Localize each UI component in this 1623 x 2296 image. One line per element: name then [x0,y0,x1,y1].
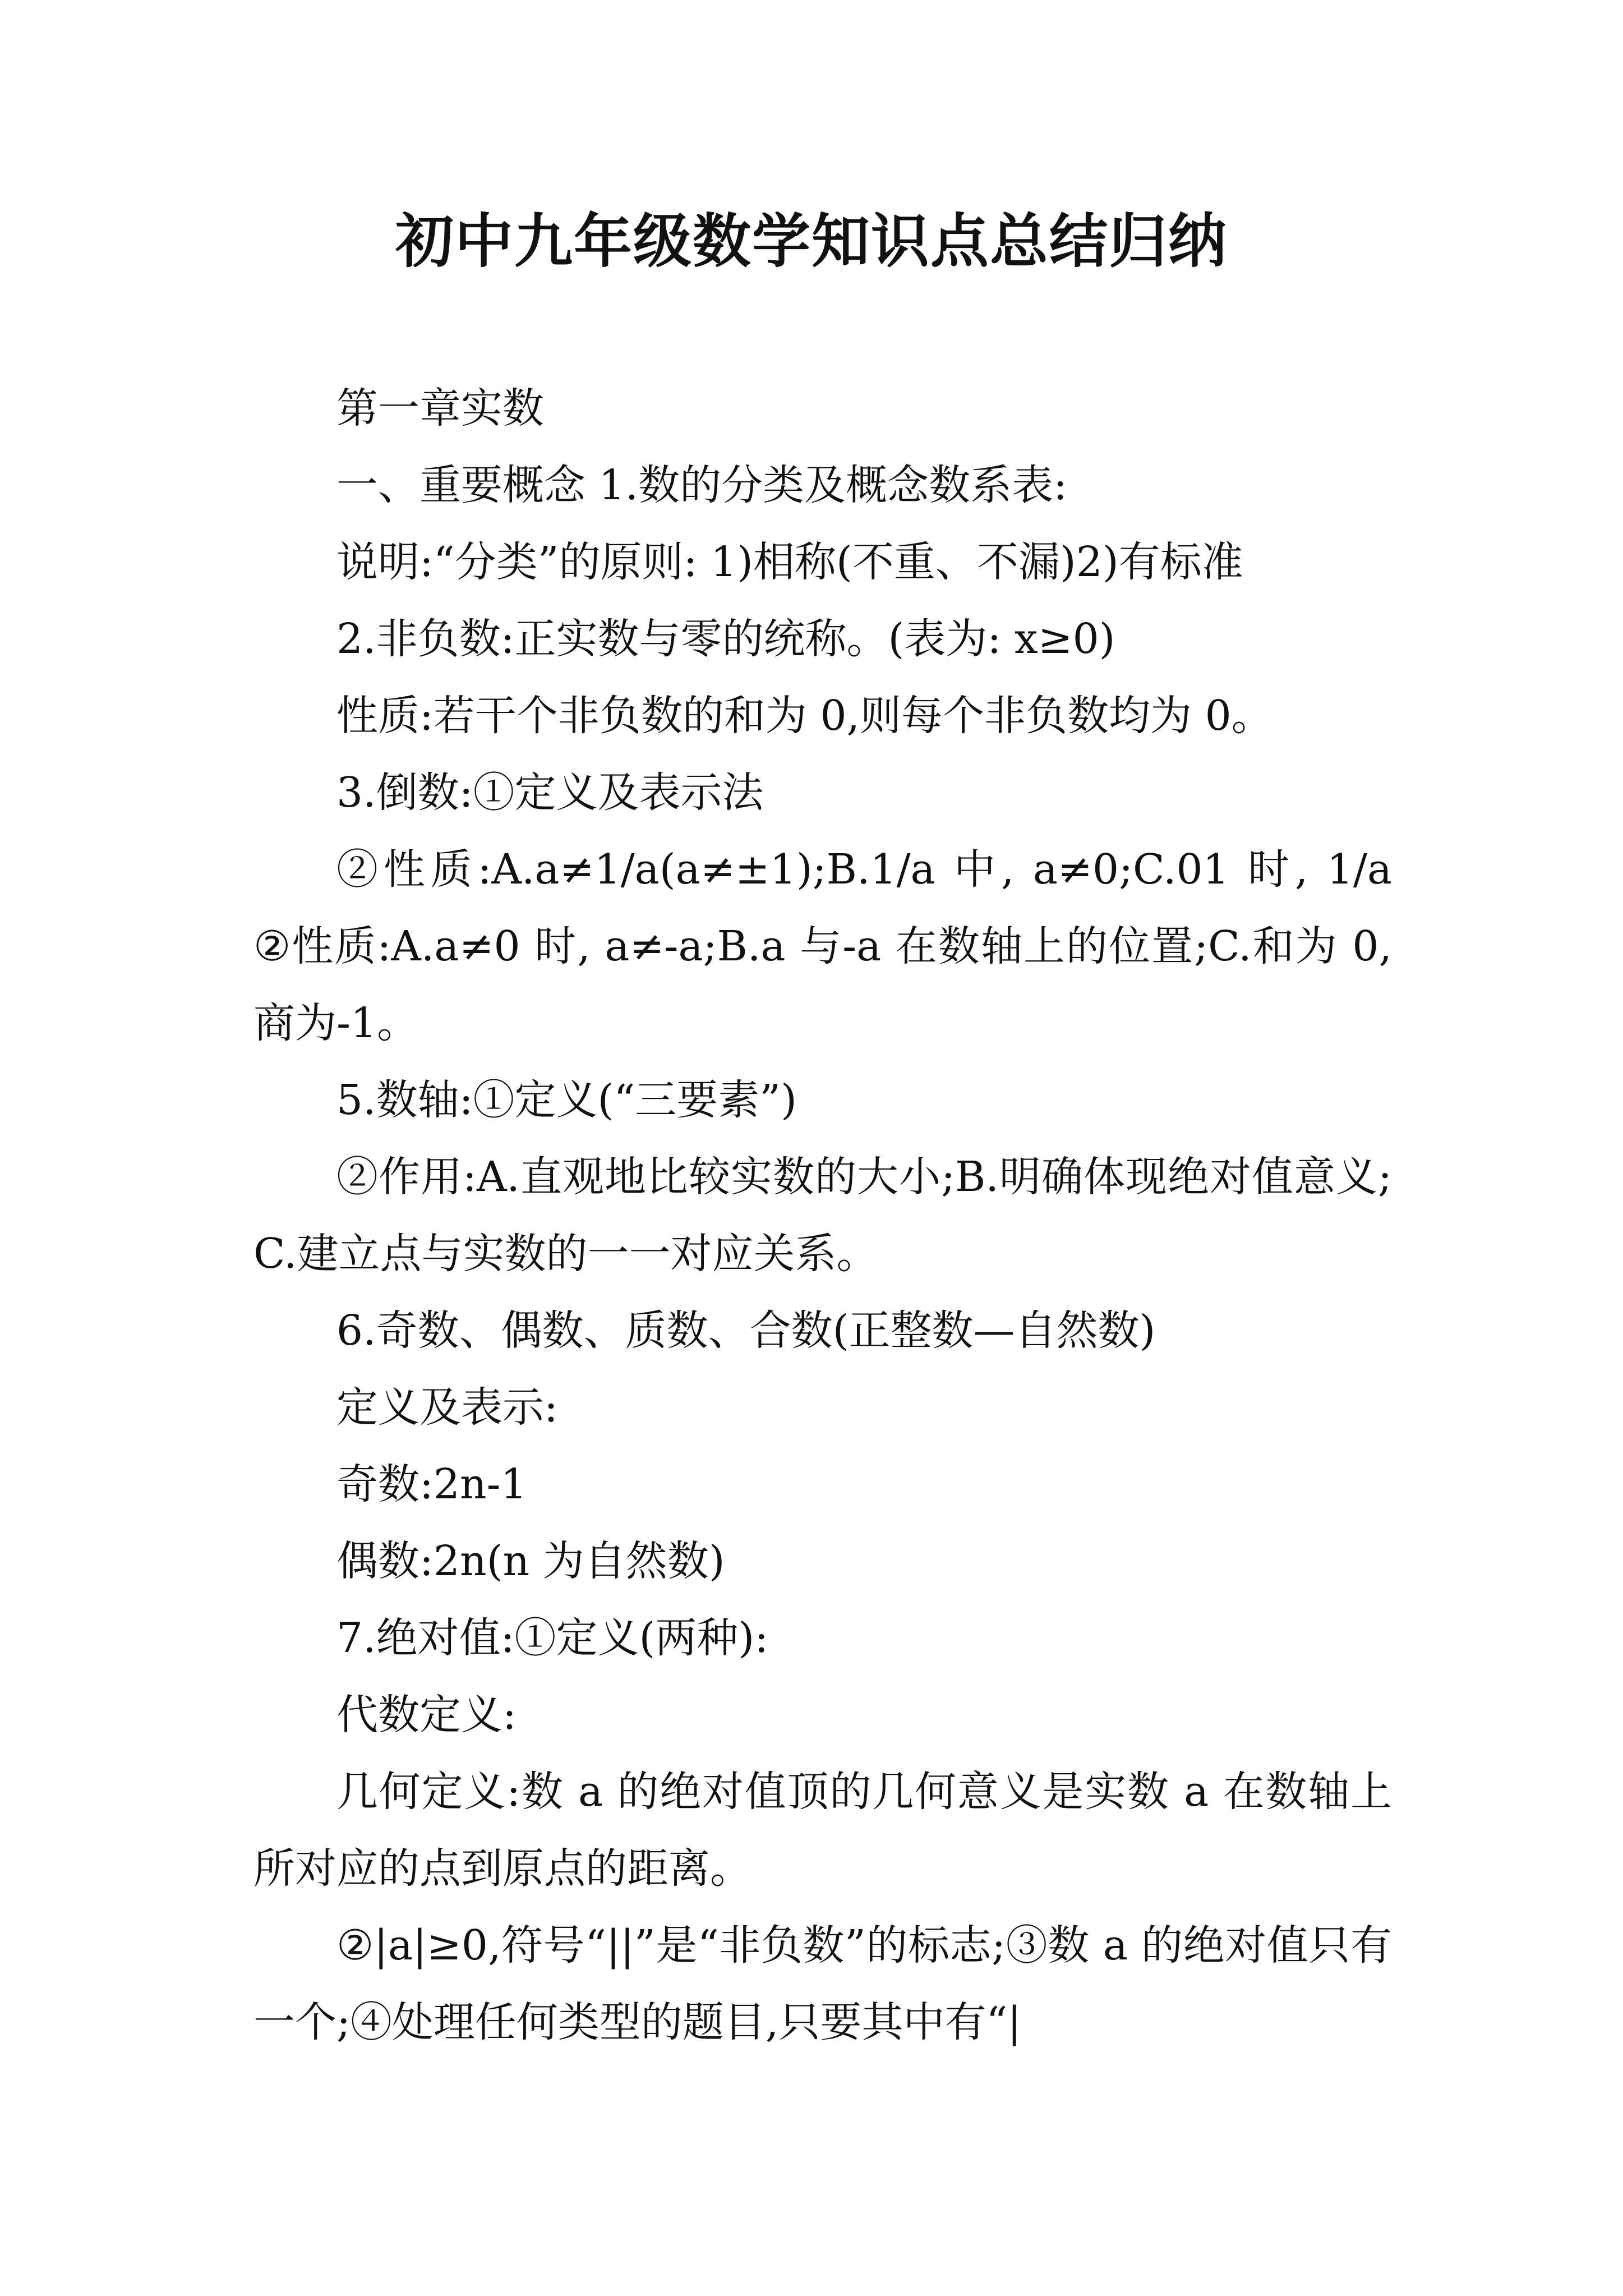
paragraph: 偶数:2n(n 为自然数) [336,1537,725,1585]
document-body [253,370,1458,2061]
paragraph: ②性质:A.a≠1/a(a≠±1);B.1/a 中, a≠0;C.01 时, 1/a ②性质:A.a≠0 时, a≠-a;B.a 与-a 在数轴上的位置;C.和为 0,商为-1。 [253,845,1458,1047]
paragraph: ②作用:A.直观地比较实数的大小;B.明确体现绝对值意义;C.建立点与实数的一一对应关系。 [253,1153,1392,1278]
chapter-heading: 第一章实数 [336,384,544,432]
paragraph: 代数定义: [336,1691,517,1739]
paragraph: ②|a|≥0,符号“||”是“非负数”的标志;③数 a 的绝对值只有一个;④处理任何类型的题目,只要其中有“| [253,1921,1392,2046]
paragraph: 性质:若干个非负数的和为 0,则每个非负数均为 0。 [336,692,1273,740]
paragraph: 3.倒数:①定义及表示法 [336,769,764,817]
paragraph: 6.奇数、偶数、质数、合数(正整数—自然数) [336,1306,1156,1355]
paragraph: 2.非负数:正实数与零的统称。(表为: x≥0) [336,615,1115,663]
paragraph: 7.绝对值:①定义(两种): [336,1614,769,1662]
paragraph: 一、重要概念 1.数的分类及概念数系表: [336,461,1068,509]
document-title: 初中九年级数学知识点总结归纳 [395,206,1228,275]
paragraph: 说明:“分类”的原则: 1)相称(不重、不漏)2)有标准 [336,538,1243,586]
paragraph: 奇数:2n-1 [336,1460,527,1508]
paragraph: 5.数轴:①定义(“三要素”) [336,1076,797,1124]
paragraph: 几何定义:数 a 的绝对值顶的几何意义是实数 a 在数轴上所对应的点到原点的距离。 [253,1768,1392,1893]
paragraph: 定义及表示: [336,1383,558,1432]
